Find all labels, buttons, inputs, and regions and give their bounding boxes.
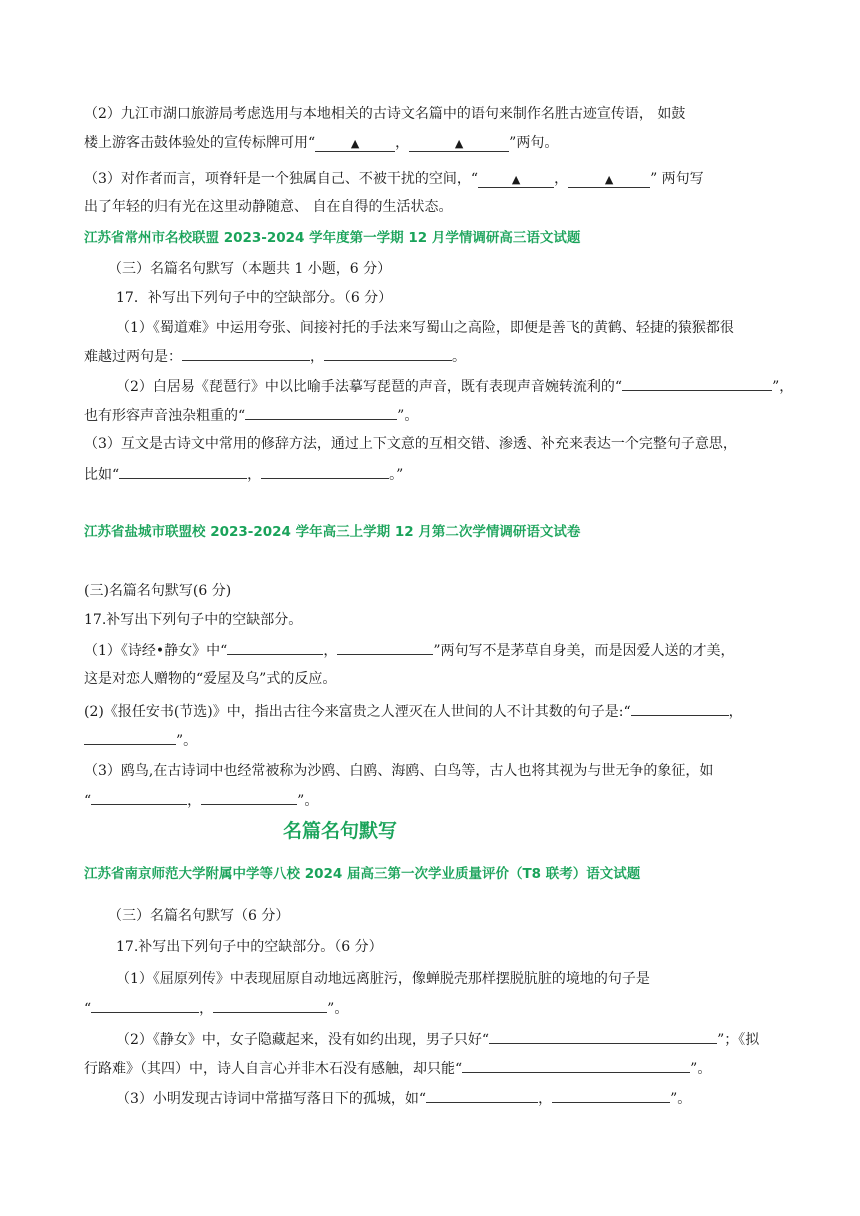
answer-blank[interactable]: ▲: [478, 173, 554, 188]
s2-q1-line2: 难越过两句是： ， 。: [84, 346, 466, 367]
answer-blank[interactable]: [489, 1029, 717, 1044]
answer-blank[interactable]: [213, 998, 327, 1013]
section-heading: 江苏省盐城市联盟校 2023-2024 学年高三上学期 12 月第二次学情调研语文试卷: [84, 524, 581, 540]
answer-blank[interactable]: [84, 730, 176, 745]
answer-blank[interactable]: [462, 1058, 690, 1073]
s4-q2-line2: 行路难》（其四）中，诗人自言心并非木石没有感触，却只能“ ”。: [84, 1058, 711, 1079]
answer-blank[interactable]: [622, 376, 772, 391]
s3-q3-line1: （3）鸥鸟,在古诗词中也经常被称为沙鸥、白鸥、海鸥、白鸟等，古人也将其视为与世无争的象征，如: [84, 763, 714, 779]
s4-q1-line2: “ ， ”。: [84, 998, 348, 1019]
answer-blank[interactable]: [227, 640, 323, 655]
answer-blank[interactable]: ▲: [315, 137, 395, 152]
s4-q2-line1: （2）《静女》中，女子隐藏起来，没有如约出现，男子只好“ ”；《拟: [116, 1029, 759, 1050]
answer-blank[interactable]: [261, 464, 389, 479]
s3-q2-line1: (2)《报任安书(节选)》中，指出古往今来富贵之人湮灭在人世间的人不计其数的句子是:“ ，: [84, 701, 743, 722]
section-heading: 江苏省南京师范大学附属中学等八校 2024 届高三第一次学业质量评价（T8 联考）语文试题: [84, 866, 641, 882]
s3-q3-line2: “ ， ”。: [84, 790, 318, 811]
answer-blank[interactable]: [337, 640, 433, 655]
answer-blank[interactable]: [426, 1088, 538, 1103]
s3-q2-line2: ”。: [84, 730, 197, 751]
answer-blank[interactable]: ▲: [409, 137, 509, 152]
answer-blank[interactable]: [182, 346, 310, 361]
answer-blank[interactable]: [119, 464, 247, 479]
s1-q2-line1: （2）九江市湖口旅游局考虑选用与本地相关的古诗文名篇中的语句来制作名胜古迹宣传语， 如鼓: [84, 106, 686, 122]
answer-blank[interactable]: [201, 790, 297, 805]
s1-q3-line1: （3）对作者而言，项脊轩是一个独属自己、不被干扰的空间，“ ▲ ， ▲ ” 两句写: [84, 171, 704, 187]
answer-blank[interactable]: [324, 346, 452, 361]
answer-blank[interactable]: ▲: [568, 173, 650, 188]
s2-q2-line1: （2）白居易《琵琶行》中以比喻手法摹写琵琶的声音，既有表现声音婉转流利的“ ”，: [116, 376, 793, 397]
s3-q1-line2: 这是对恋人赠物的“爱屋及乌”式的反应。: [84, 671, 337, 687]
s2-q3-line1: （3）互文是古诗文中常用的修辞方法，通过上下文意的互相交错、渗透、补充来表达一个完整句子意思，: [84, 436, 737, 452]
section-heading: 江苏省常州市名校联盟 2023-2024 学年度第一学期 12 月学情调研高三语文试题: [84, 230, 581, 246]
question-number: 17.补写出下列句子中的空缺部分。（6 分）: [116, 939, 383, 955]
s1-q3-line2: 出了年轻的归有光在这里动静随意、 自在自得的生活状态。: [84, 199, 453, 215]
answer-blank[interactable]: [91, 790, 187, 805]
section-title: （三）名篇名句默写（6 分）: [108, 908, 290, 924]
s4-q1-line1: （1）《屈原列传》中表现屈原自动地远离脏污，像蝉脱壳那样摆脱肮脏的境地的句子是: [116, 971, 650, 987]
s2-q1-line1: （1）《蜀道难》中运用夸张、间接衬托的手法来写蜀山之高险，即便是善飞的黄鹤、轻捷的猿猴都很: [116, 320, 734, 336]
question-number: 17.补写出下列句子中的空缺部分。: [84, 612, 303, 628]
s3-q1-line1: （1）《诗经•静女》中“ ， ”两句写不是茅草自身美，而是因爱人送的才美，: [84, 640, 734, 661]
s1-q2-line2: 楼上游客击鼓体验处的宣传标牌可用“ ▲ ， ▲ ”两句。: [84, 135, 559, 151]
answer-blank[interactable]: [91, 998, 199, 1013]
question-number: 17．补写出下列句子中的空缺部分。（6 分）: [116, 290, 393, 306]
s4-q3: （3）小明发现古诗词中常描写落日下的孤城，如“ ， ”。: [116, 1088, 691, 1109]
s2-q3-line2: 比如“ ， 。”: [84, 464, 403, 485]
s2-q2-line2: 也有形容声音浊杂粗重的“ ”。: [84, 405, 418, 426]
answer-blank[interactable]: [245, 405, 397, 420]
banner-title: 名篇名句默写: [283, 820, 398, 842]
section-title: (三)名篇名句默写(6 分): [84, 583, 232, 599]
answer-blank[interactable]: [631, 701, 729, 716]
answer-blank[interactable]: [552, 1088, 670, 1103]
section-title: （三）名篇名句默写（本题共 1 小题，6 分）: [108, 261, 392, 277]
